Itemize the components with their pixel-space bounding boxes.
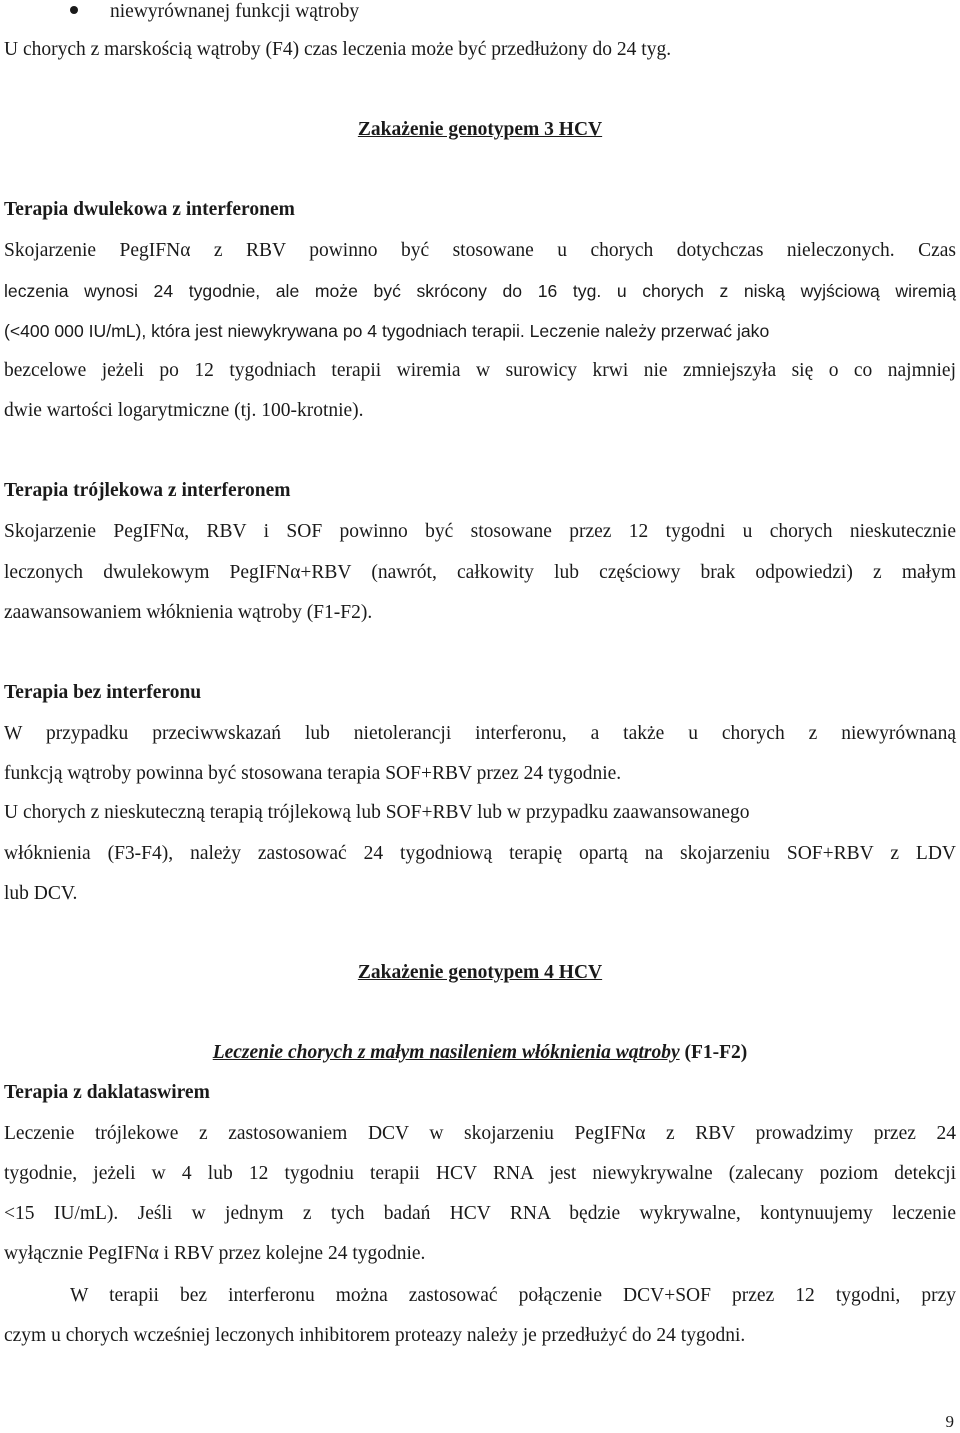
- s2-line-3: zaawansowaniem włóknienia wątroby (F1-F2).: [4, 602, 373, 623]
- s2-heading: Terapia trójlekowa z interferonem: [4, 480, 291, 501]
- s4-line-4: wyłącznie PegIFNα i RBV przez kolejne 24 tygodnie.: [4, 1243, 426, 1264]
- bullet-text: niewyrównanej funkcji wątroby: [110, 1, 360, 22]
- s3-line-1: W przypadku przeciwwskazań lub nietolerancji interferonu, a także u chorych z niewyrównaną: [4, 723, 956, 744]
- s2-line-1: Skojarzenie PegIFNα, RBV i SOF powinno być stosowane przez 12 tygodni u chorych nieskutecznie: [4, 521, 956, 542]
- s4-para2-line-2: czym u chorych wcześniej leczonych inhibitorem proteazy należy je przedłużyć do 24 tygodni.: [4, 1325, 746, 1346]
- g3-intro: U chorych z marskością wątroby (F4) czas leczenia może być przedłużony do 24 tyg.: [4, 39, 672, 60]
- s3-heading: Terapia bez interferonu: [4, 682, 202, 703]
- g4-subheading-paren: (F1-F2): [679, 1042, 748, 1063]
- s4-heading: Terapia z daklataswirem: [4, 1082, 210, 1103]
- s3-line-5: lub DCV.: [4, 883, 78, 904]
- g4-subheading-italic: Leczenie chorych z małym nasileniem włóknienia wątroby: [212, 1042, 680, 1063]
- s1-line-3: (<400 000 IU/mL), która jest niewykrywana po 4 tygodniach terapii. Leczenie należy przerwać jako: [4, 321, 770, 341]
- s2-line-2: leczonych dwulekowym PegIFNα+RBV (nawrót, całkowity lub częściowy brak odpowiedzi) z małym: [4, 562, 956, 583]
- s4-line-3: <15 IU/mL). Jeśli w jednym z tych badań HCV RNA będzie wykrywalne, kontynuujemy leczenie: [4, 1203, 956, 1224]
- bullet-icon: [70, 6, 78, 14]
- s1-line-5: dwie wartości logarytmiczne (tj. 100-krotnie).: [4, 400, 364, 421]
- s1-line-3a: [4, 319, 770, 343]
- bullet-list-item: [110, 0, 910, 24]
- s3-line-2: funkcją wątroby powinna być stosowana terapia SOF+RBV przez 24 tygodnie.: [4, 763, 622, 784]
- s4-line-2: tygodnie, jeżeli w 4 lub 12 tygodniu terapii HCV RNA jest niewykrywalne (zalecany poziom detekcji: [4, 1163, 956, 1184]
- s1-line-2: leczenia wynosi 24 tygodnie, ale może być skrócony do 16 tyg. u chorych z niską wyjściową wiremią: [4, 281, 956, 301]
- s4-para2-line-1: W terapii bez interferonu można zastosować połączenie DCV+SOF przez 12 tygodni, przy: [70, 1285, 956, 1306]
- g4-subheading: [0, 1041, 960, 1065]
- g3-heading: Zakażenie genotypem 3 HCV: [357, 119, 603, 140]
- s1-heading: Terapia dwulekowa z interferonem: [4, 199, 295, 220]
- s1-line-4: bezcelowe jeżeli po 12 tygodniach terapii wiremia w surowicy krwi nie zmniejszyła się o co najmniej: [4, 360, 956, 381]
- s3-line-3: U chorych z nieskuteczną terapią trójlekową lub SOF+RBV lub w przypadku zaawansowanego: [4, 802, 750, 823]
- g4-heading: Zakażenie genotypem 4 HCV: [357, 962, 603, 983]
- page-number: 9: [945, 1412, 954, 1431]
- s3-line-4: włóknienia (F3-F4), należy zastosować 24 tygodniową terapię opartą na skojarzeniu SOF+RBV z LDV: [4, 843, 956, 864]
- s4-line-1: Leczenie trójlekowe z zastosowaniem DCV w skojarzeniu PegIFNα z RBV prowadzimy przez 24: [4, 1123, 956, 1144]
- s1-line-1: Skojarzenie PegIFNα z RBV powinno być stosowane u chorych dotychczas nieleczonych. Czas: [4, 240, 956, 261]
